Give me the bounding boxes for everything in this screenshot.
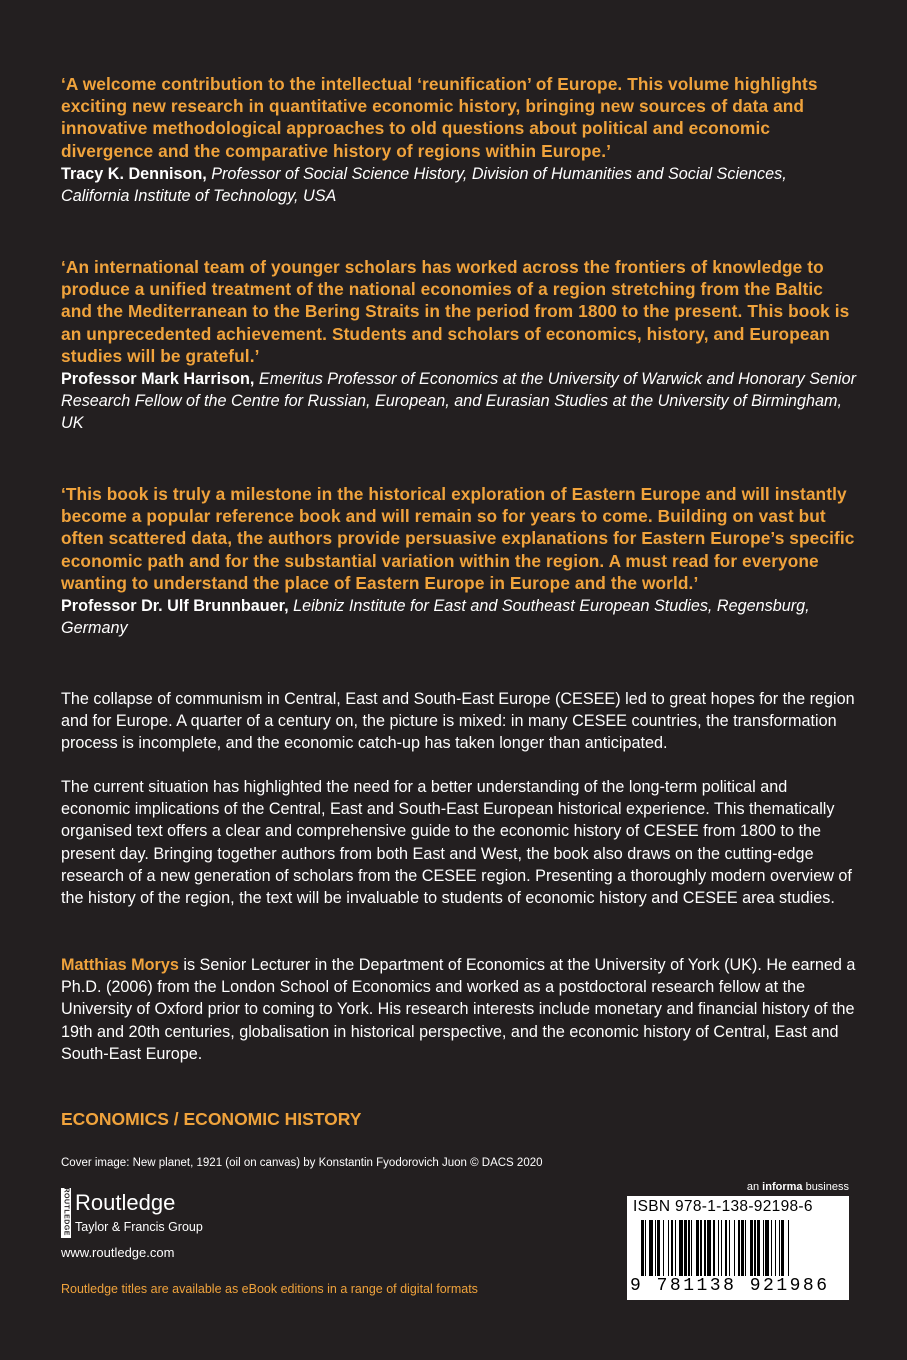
author-name: Matthias Morys (61, 956, 179, 974)
barcode-bar (657, 1220, 660, 1276)
publisher-group: Taylor & Francis Group (75, 1220, 203, 1234)
barcode-bar (725, 1220, 728, 1276)
description-paragraph-1: The collapse of communism in Central, East and South-East Europe (CESEE) led to great hopes for the region and for Europe. A quarter of a century on, the picture is mixed: in many CESEE countries, the transformation process is incomplete, and the economic catch-up has taken longer than anticipated. (61, 690, 855, 753)
barcode-bar (745, 1220, 746, 1276)
author-bio (61, 954, 856, 1065)
description-paragraph-2: The current situation has highlighted the need for a better understanding of the long-term political and economic implications of the Central, East and South-East European historical experience. This thematically organised text offers a clear and comprehensive guide to the economic history of CESEE from 1800 to the present day. Bringing together authors from both East and West, the book also draws on the cutting-edge research of a new generation of scholars from the CESEE region. Presenting a thoroughly modern overview of the history of the region, the text will be invaluable to students of economic history and CESEE area studies. (61, 778, 852, 908)
endorsement-2 (61, 256, 856, 435)
barcode-bar (779, 1220, 780, 1276)
endorsement-attribution (61, 368, 856, 435)
barcode-bar (679, 1220, 683, 1276)
endorser-name: Tracy K. Dennison, (61, 164, 207, 183)
endorsement-attribution (61, 595, 856, 639)
endorsement-1 (61, 73, 856, 207)
barcode-bar (688, 1220, 689, 1276)
barcode-bar (718, 1220, 719, 1276)
barcode-bar (741, 1220, 744, 1276)
isbn-barcode (627, 1196, 849, 1300)
endorsement-quote: ‘A welcome contribution to the intellectual ‘reunification’ of Europe. This volume highlights exciting new research in quantitative economic history, bringing new sources of data and innovative methodological approaches to old questions about political and economic divergence and the comparative history of regions within Europe.’ (61, 74, 818, 161)
barcode-bar (765, 1220, 769, 1276)
barcode-bar (757, 1220, 760, 1276)
routledge-logo-mark: ROUTLEDGE (61, 1188, 71, 1238)
barcode-bar (675, 1220, 676, 1276)
barcode-bar (754, 1220, 755, 1276)
subject-category: ECONOMICS / ECONOMIC HISTORY (61, 1109, 362, 1129)
barcode-bar (704, 1220, 705, 1276)
barcode-bar (750, 1220, 753, 1276)
barcode-digits: 9 781138 921986 (630, 1276, 830, 1296)
barcode-bar (684, 1220, 687, 1276)
endorsement-attribution (61, 163, 856, 207)
routledge-logo (61, 1188, 261, 1240)
endorsement-quote: ‘This book is truly a milestone in the historical exploration of Eastern Europe and will instantly become a popular reference book and will remain so for years to come. Building on vast but often scattered data, the authors provide persuasive explanations for Eastern Europe’s specific economic path and for the substantial variation within the region. A must read for everyone wanting to understand the place of Eastern Europe in Europe and the world.’ (61, 484, 855, 593)
ebook-note: Routledge titles are available as eBook editions in a range of digital formats (61, 1282, 478, 1296)
publisher-name: Routledge (75, 1190, 176, 1215)
cover-credit: Cover image: New planet, 1921 (oil on canvas) by Konstantin Fyodorovich Juon © DACS 2020 (61, 1157, 543, 1169)
barcode-bar (734, 1220, 735, 1276)
endorsement-3 (61, 483, 856, 639)
barcode-bar (655, 1220, 656, 1276)
barcode-bar (645, 1220, 646, 1276)
barcode-bar (707, 1220, 711, 1276)
publisher-url[interactable]: www.routledge.com (61, 1245, 175, 1260)
author-bio-text: is Senior Lecturer in the Department of Economics at the University of York (UK). He earned a Ph.D. (2006) from the London School of Economics and worked as a postdoctoral research fellow at the University of Oxford prior to coming to York. His research interests include monetary and financial history of the 19th and 20th centuries, globalisation in historical perspective, and the economic history of Central, East and South-East Europe. (61, 956, 856, 1063)
endorser-affiliation: Professor of Social Science History, Division of Humanities and Social Sciences, California Institute of Technology, USA (61, 164, 787, 206)
barcode-bar (641, 1220, 644, 1276)
barcode-bar (696, 1220, 699, 1276)
endorser-name: Professor Mark Harrison, (61, 370, 255, 389)
endorser-affiliation: Leibniz Institute for East and Southeast European Studies, Regensburg, Germany (61, 597, 810, 638)
barcode-bar (721, 1220, 722, 1276)
barcode-bar (663, 1220, 664, 1276)
barcode-bar (671, 1220, 674, 1276)
barcode-bar (729, 1220, 730, 1276)
barcode-bar (775, 1220, 776, 1276)
informa-business-label: an informa business (746, 1181, 849, 1193)
endorser-affiliation: Emeritus Professor of Economics at the University of Warwick and Honorary Senior Research Fellow of the Centre for Russian, European, and Eurasian Studies at the University of Birmingham, UK (61, 370, 856, 433)
barcode-bar (691, 1220, 692, 1276)
barcode-bar (771, 1220, 772, 1276)
endorsement-quote: ‘An international team of younger scholars has worked across the frontiers of knowledge to produce a unified treatment of the national economies of a region stretching from the Baltic and the Mediterranean to the Bering Straits in the period from 1800 to the present. This book is an unprecedented achievement. Students and scholars of economics, history, and European studies will be grateful.’ (61, 257, 850, 366)
barcode-bars (641, 1220, 841, 1276)
barcode-bar (763, 1220, 764, 1276)
barcode-bar (781, 1220, 784, 1276)
barcode-bar (738, 1220, 739, 1276)
barcode-bar (649, 1220, 653, 1276)
endorser-name: Professor Dr. Ulf Brunnbauer, (61, 597, 289, 616)
barcode-bar (700, 1220, 701, 1276)
barcode-bar (788, 1220, 789, 1276)
isbn-label: ISBN 978-1-138-92198-6 (633, 1198, 813, 1215)
barcode-bar (668, 1220, 669, 1276)
barcode-bar (713, 1220, 716, 1276)
